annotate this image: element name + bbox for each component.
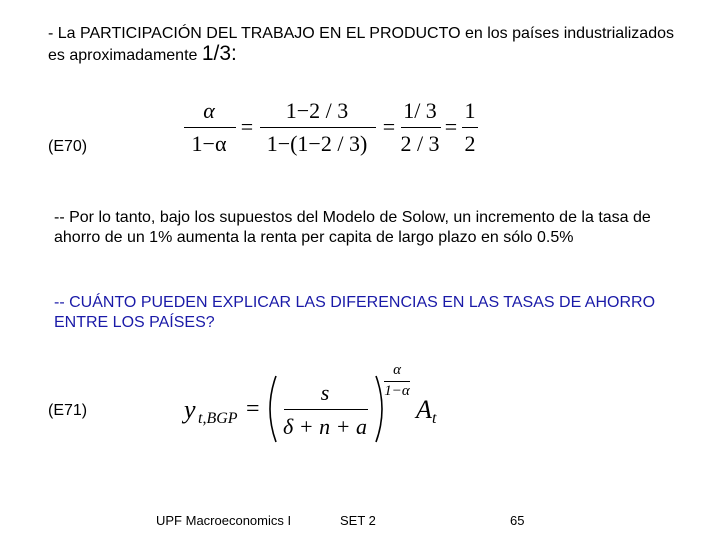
intro-value: 1/3: xyxy=(201,42,237,65)
eq71-numerator: s xyxy=(320,380,330,405)
eq70-den4: 2 xyxy=(464,131,476,156)
eq70-equals1: = xyxy=(240,114,254,139)
eq70-num3: 1/ 3 xyxy=(403,98,437,123)
eq71-equals: = xyxy=(246,396,260,422)
intro-text: - La PARTICIPACIÓN DEL TRABAJO EN EL PRODUCTO en los países industrializados es aproximadamente xyxy=(48,25,674,64)
eq70-bar3 xyxy=(401,127,441,128)
eq70-bar4 xyxy=(462,127,478,128)
conclusion-paragraph: -- Por lo tanto, bajo los supuestos del Modelo de Solow, un incremento de la tasa de ahorro de un 1% aumenta la renta per capita de largo plazo en sólo 0.5% xyxy=(54,209,651,246)
eq71-denominator: δ + n + a xyxy=(283,414,367,439)
footer-page-number: 65 xyxy=(510,513,525,528)
eq70-den2: 1−(1−2 / 3) xyxy=(266,131,368,156)
intro-paragraph xyxy=(48,24,688,66)
eq70-bar1 xyxy=(184,127,236,128)
eq70-den1: 1−α xyxy=(191,131,227,156)
eq70-den3: 2 / 3 xyxy=(400,131,440,156)
question-paragraph: -- CUÁNTO PUEDEN EXPLICAR LAS DIFERENCIAS EN LAS TASAS DE AHORRO ENTRE LOS PAÍSES? xyxy=(54,294,656,331)
eq71-fraction-bar xyxy=(284,409,368,410)
eq71-exp-numerator: α xyxy=(393,362,401,378)
eq71-exp-denominator: 1−α xyxy=(384,383,410,399)
eq71-exp-bar xyxy=(384,381,410,382)
eq70-bar2 xyxy=(260,127,376,128)
eq70-equals2: = xyxy=(382,114,396,139)
eq70-num4: 1 xyxy=(464,98,476,123)
eq71-A-subscript: t xyxy=(432,410,437,427)
eq70-label: (E70) xyxy=(48,138,88,155)
eq70-num1: α xyxy=(203,98,215,123)
footer-course: UPF Macroeconomics I xyxy=(156,513,292,528)
eq71-y-subscript: t,BGP xyxy=(198,410,238,427)
eq71-label: (E71) xyxy=(48,402,88,419)
eq70-equals3: = xyxy=(444,114,458,139)
eq71-parentheses xyxy=(266,374,386,444)
eq71-A: A xyxy=(416,395,432,424)
eq71-y: y xyxy=(184,395,196,424)
eq70-num2: 1−2 / 3 xyxy=(285,98,349,123)
footer-set: SET 2 xyxy=(340,513,376,528)
